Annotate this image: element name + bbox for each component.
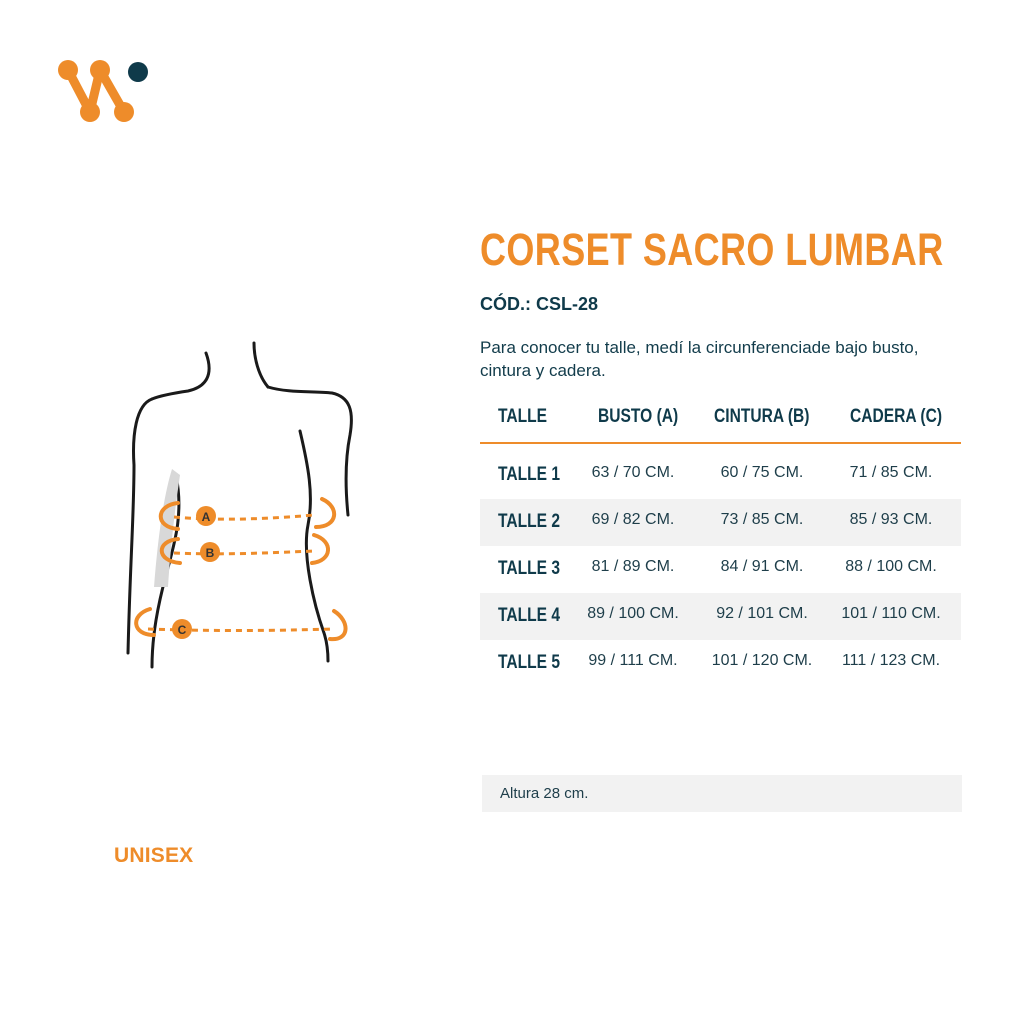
size-label: TALLE 5 — [498, 652, 561, 673]
cintura-value: 92 / 101 CM. — [716, 605, 808, 622]
header-talle: TALLE — [498, 406, 548, 427]
height-note-text: Altura 28 cm. — [500, 785, 589, 802]
height-note — [482, 775, 962, 812]
busto-value: 69 / 82 CM. — [591, 511, 675, 528]
cintura-value: 60 / 75 CM. — [720, 464, 804, 481]
marker-a: A — [201, 510, 211, 524]
cadera-value: 85 / 93 CM. — [849, 511, 933, 528]
size-label: TALLE 4 — [498, 605, 561, 626]
busto-value: 89 / 100 CM. — [587, 605, 679, 622]
header-cintura: CINTURA (B) — [714, 406, 810, 427]
busto-value: 99 / 111 CM. — [588, 652, 678, 669]
cadera-value: 111 / 123 CM. — [841, 652, 941, 669]
cintura-value: 73 / 85 CM. — [720, 511, 804, 528]
torso-measurement-icon — [118, 335, 368, 675]
product-code: CÓD.: CSL-28 — [480, 294, 599, 314]
cadera-value: 71 / 85 CM. — [849, 464, 933, 481]
cadera-value: 88 / 100 CM. — [845, 558, 937, 575]
busto-value: 81 / 89 CM. — [591, 558, 675, 575]
product-description: Para conocer tu talle, medí la circunferenciade bajo busto, cintura y cadera. — [480, 338, 919, 380]
brand-logo-icon — [56, 58, 152, 126]
table-row — [480, 593, 961, 640]
product-title: CORSET SACRO LUMBAR — [480, 224, 944, 275]
cadera-value: 101 / 110 CM. — [841, 605, 941, 622]
busto-value: 63 / 70 CM. — [591, 464, 675, 481]
size-label: TALLE 3 — [498, 558, 561, 579]
header-cadera: CADERA (C) — [850, 406, 943, 427]
header-busto: BUSTO (A) — [598, 406, 679, 427]
table-row — [480, 452, 961, 499]
size-table — [480, 396, 961, 687]
table-row — [480, 546, 961, 593]
marker-c: C — [177, 623, 187, 637]
marker-b: B — [205, 546, 215, 560]
cintura-value: 101 / 120 CM. — [711, 652, 813, 669]
size-table-header — [480, 396, 961, 444]
unisex-label: UNISEX — [114, 844, 194, 867]
size-label: TALLE 1 — [498, 464, 561, 485]
cintura-value: 84 / 91 CM. — [720, 558, 804, 575]
table-row — [480, 499, 961, 546]
table-row — [480, 640, 961, 687]
size-label: TALLE 2 — [498, 511, 561, 532]
